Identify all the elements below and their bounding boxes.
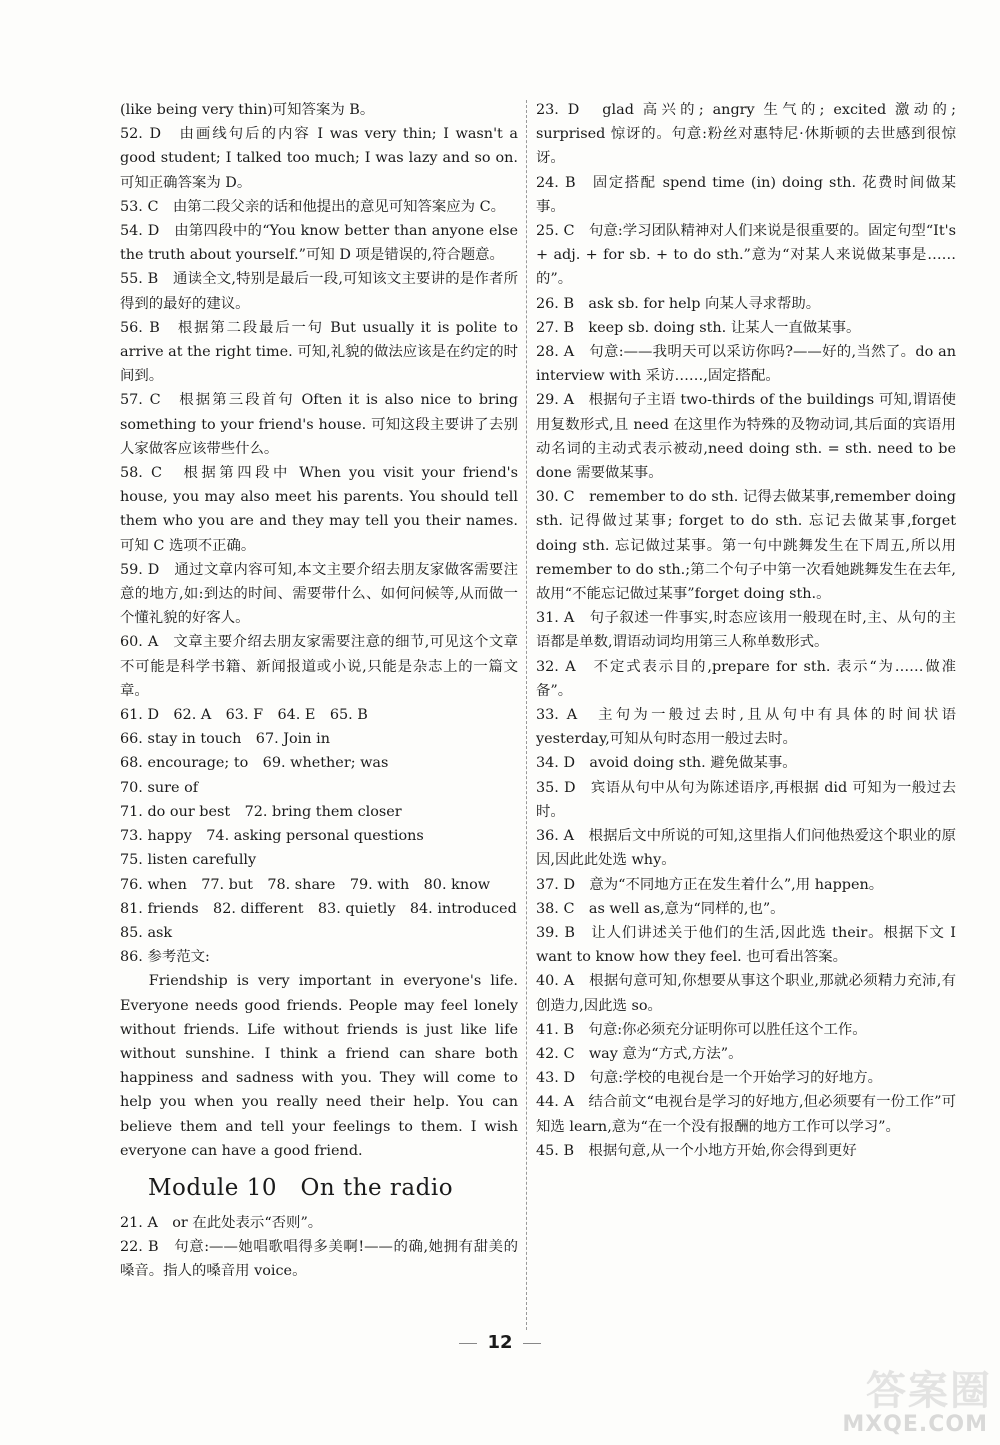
answer-entry: 23. D glad 高兴的; angry 生气的; excited 激动的; surprised 惊讶的。句意:粉丝对惠特尼·休斯顿的去世感到很惊讶。 — [536, 102, 956, 167]
answer-entry: 42. C way 意为“方式,方法”。 — [536, 1045, 743, 1062]
answer-entry: 53. C 由第二段父亲的话和他提出的意见可知答案应为 C。 — [120, 198, 506, 215]
answer-entry: 57. C 根据第三段首句 Often it is also nice to bring something to your friend's house. 可知这段主要讲了去别人家做客应该带些什么。 — [120, 392, 518, 457]
answer-entry: 28. A 句意:——我明天可以采访你吗?——好的,当然了。do an interview with 采访……,固定搭配。 — [536, 344, 956, 385]
answer-entry: 33. A 主句为一般过去时,且从句中有具体的时间状语 yesterday,可知从句时态用一般过去时。 — [536, 707, 956, 748]
answer-entry: 25. C 句意:学习团队精神对人们来说是很重要的。固定句型“It's + adj. + for sb. + to do sth.”意为“对某人来说做某事是……的”。 — [536, 223, 956, 288]
answer-entry: 86. 参考范文: — [120, 949, 210, 966]
column-divider — [526, 100, 527, 1330]
answer-entry: 85. ask — [120, 924, 173, 941]
answer-entry: 45. B 根据句意,从一个小地方开始,你会得到更好 — [536, 1142, 857, 1159]
answer-entry: 41. B 句意:你必须充分证明你可以胜任这个工作。 — [536, 1021, 867, 1038]
watermark-logo-text: 答案圈 — [866, 1368, 992, 1414]
answer-entry: 56. B 根据第二段最后一句 But usually it is polite to arrive at the right time. 可知,礼貌的做法应该是在约定的时间到。 — [120, 319, 518, 385]
answer-entry: 81. friends 82. different 83. quietly 84. introduced — [120, 900, 517, 917]
page-footer — [0, 1332, 1000, 1353]
answer-entry: 68. encourage; to 69. whether; was — [120, 755, 389, 772]
answer-entry: 43. D 句意:学校的电视台是一个开始学习的好地方。 — [536, 1070, 883, 1087]
module-title: Module 10 On the radio — [148, 1174, 454, 1201]
answer-entry: (like being very thin)可知答案为 B。 — [120, 102, 375, 118]
left-column — [120, 98, 518, 1284]
right-column — [536, 98, 956, 1163]
answer-entry: 75. listen carefully — [120, 852, 257, 869]
site-watermark — [802, 1359, 992, 1437]
answer-entry: 31. A 句子叙述一件事实,时态应该用一般现在时,主、从句的主语都是单数,谓语动词均用第三人称单数形式。 — [536, 610, 956, 651]
answer-entry: 26. B ask sb. for help 向某人寻求帮助。 — [536, 295, 821, 312]
answer-entry: 66. stay in touch 67. Join in — [120, 731, 330, 748]
answer-entry: 60. A 文章主要介绍去朋友家需要注意的细节,可见这个文章不可能是科学书籍、新闻报道或小说,只能是杂志上的一篇文章。 — [120, 634, 518, 699]
answer-entry: 29. A 根据句子主语 two-thirds of the buildings 可知,谓语使用复数形式,且 need 在这里作为特殊的及物动词,其后面的宾语用动名词的主动式表示被动,need doing sth. = sth. need to be done 需要做某事。 — [536, 392, 956, 482]
footer-dash-left — [459, 1343, 477, 1344]
answer-entry: 39. B 让人们讲述关于他们的生活,因此选 their。根据下文 I want to know how they feel. 也可看出答案。 — [536, 924, 956, 966]
answer-entry: 70. sure of — [120, 779, 199, 796]
answer-entry: 52. D 由画线句后的内容 I was very thin; I wasn't a good student; I talked too much; I was lazy and so on. 可知正确答案为 D。 — [120, 126, 518, 191]
answer-entry: 40. A 根据句意可知,你想要从事这个职业,那就必须精力充沛,有创造力,因此选 so。 — [536, 973, 956, 1014]
answer-entry: 59. D 通过文章内容可知,本文主要介绍去朋友家做客需要注意的地方,如:到达的时间、需要带什么、如何问候等,从而做一个懂礼貌的好客人。 — [120, 561, 518, 627]
answer-entry: 54. D 由第四段中的“You know better than anyone else the truth about yourself.”可知 D 项是错误的,符合题意。 — [120, 223, 518, 264]
answer-entry: 37. D 意为“不同地方正在发生着什么”,用 happen。 — [536, 876, 884, 893]
answer-entry: 38. C as well as,意为“同样的,也”。 — [536, 900, 785, 917]
answer-entry: 58. C 根据第四段中 When you visit your friend's house, you may also meet his parents. You should tell them who you are and they may tell you their names. 可知 C 选项不正确。 — [120, 465, 518, 554]
answer-entry: 24. B 固定搭配 spend time (in) doing sth. 花费时间做某事。 — [536, 174, 956, 215]
answer-entry: 55. B 通读全文,特别是最后一段,可知该文主要讲的是作者所得到的最好的建议。 — [120, 271, 518, 312]
footer-dash-right — [523, 1343, 541, 1344]
answer-entry: 71. do our best 72. bring them closer — [120, 803, 402, 820]
page-number: 12 — [487, 1332, 513, 1353]
answer-entry: 76. when 77. but 78. share 79. with 80. know — [120, 876, 491, 893]
answer-entry: 27. B keep sb. doing sth. 让某人一直做某事。 — [536, 319, 861, 336]
answer-entry: 21. A or 在此处表示“否则”。 — [120, 1214, 323, 1231]
answer-entry: 36. A 根据后文中所说的可知,这里指人们问他热爱这个职业的原因,因此此处选 why。 — [536, 828, 956, 869]
answer-entry: 34. D avoid doing sth. 避免做某事。 — [536, 755, 797, 772]
answer-entry: 73. happy 74. asking personal questions — [120, 828, 424, 845]
watermark-url: MXQE.COM — [842, 1412, 988, 1437]
answer-entry: 44. A 结合前文“电视台是学习的好地方,但必须要有一份工作”可知选 learn,意为“在一个没有报酬的地方工作可以学习”。 — [536, 1094, 956, 1135]
answer-entry: 61. D 62. A 63. F 64. E 65. B — [120, 707, 368, 724]
answer-entry: 35. D 宾语从句中从句为陈述语序,再根据 did 可知为一般过去时。 — [536, 779, 956, 820]
answer-entry: 32. A 不定式表示目的,prepare for sth. 表示“为……做准备”。 — [536, 658, 956, 699]
model-essay: Friendship is very important in everyone's life. Everyone needs good friends. People may feel lonely without friends. Life without friends is just like life without sunshine. I think a friend can share both happiness and sadness with you. They will come to help you when you really need their help. You can believe them and tell your feelings to them. I wish everyone can have a good friend. — [120, 973, 518, 1159]
answer-entry: 22. B 句意:——她唱歌唱得多美啊!——的确,她拥有甜美的嗓音。指人的嗓音用 voice。 — [120, 1239, 518, 1280]
answer-entry: 30. C remember to do sth. 记得去做某事,remember doing sth. 记得做过某事; forget to do sth. 忘记去做某事,forget doing sth. 忘记做过某事。第一句中跳舞发生在下周五,所以用 remember to do sth.;第二个句子中第一次看她跳舞发生在去年,故用“不能忘记做过某事”forget doing sth.。 — [536, 489, 956, 603]
